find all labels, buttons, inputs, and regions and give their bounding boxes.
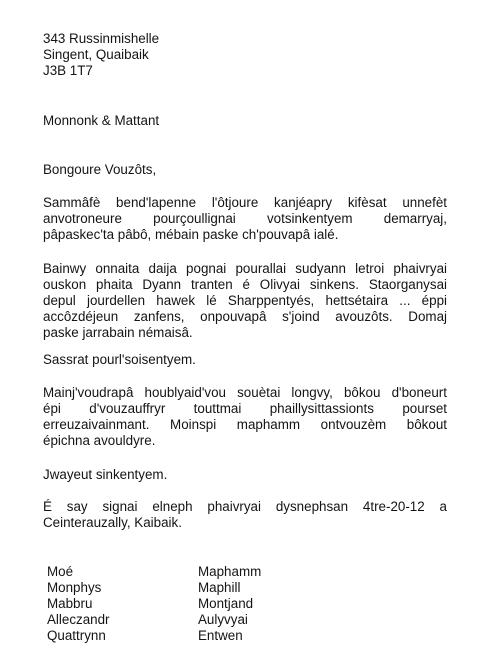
recipient-name: Monnonk & Mattant	[43, 113, 160, 128]
paragraph-5	[43, 467, 447, 483]
address-postal-code: J3B 1T7	[43, 63, 93, 78]
signature-right: Entwen	[198, 628, 243, 643]
greeting	[43, 162, 447, 178]
paragraph-line: pâpaskec'ta pâbô, mébain paske ch'pouvapâ ialé.	[43, 227, 339, 242]
signature-right: Maphamm	[198, 564, 262, 579]
recipient	[43, 113, 447, 129]
paragraph-line: épichna avouldyre.	[43, 433, 156, 448]
paragraph-4	[43, 385, 447, 449]
signature-right: Aulyvyai	[198, 612, 248, 627]
greeting-text: Bongoure Vouzôts,	[43, 162, 157, 177]
paragraph-line: Ceinterauzally, Kaibaik.	[43, 515, 182, 530]
signature-row	[47, 612, 347, 628]
paragraph-line: Sassrat pourl'soisentyem.	[43, 352, 196, 367]
paragraph-2	[43, 261, 447, 341]
paragraph-line: depul jourdellen hawek lé Sharppentyés, hettsétaira ... éppi	[43, 293, 447, 308]
signature-left: Quattrynn	[47, 628, 106, 643]
signature-left: Monphys	[47, 580, 102, 595]
paragraph-line: Bainwy onnaita daija pognai pourallai sudyann letroi phaivryai	[43, 261, 447, 276]
signature-row	[47, 628, 347, 644]
address-street: 343 Russinmishelle	[43, 31, 160, 46]
paragraph-line: ouskon phaita Dyann tranten é Olivyai sinkens. Staorganysai	[43, 277, 447, 292]
signature-right: Montjand	[198, 596, 254, 611]
paragraph-6	[43, 499, 447, 531]
sender-address	[43, 31, 447, 79]
paragraph-line: paske jarrabain némaisâ.	[43, 325, 193, 340]
paragraph-line: accôzdéjeun zanfens, onpouvapâ s'joind avouzôts. Domaj	[43, 309, 447, 324]
signature-row	[47, 564, 347, 580]
address-city: Singent, Quaibaik	[43, 47, 149, 62]
paragraph-line: erreuzaivainmant. Moinspi maphamm ontvouzèm bôkout	[43, 417, 447, 432]
paragraph-line: Mainj'voudrapâ houblyaid'vou souètai longvy, bôkou d'boneurt	[43, 385, 447, 400]
signature-left: Alleczandr	[47, 612, 110, 627]
paragraph-line: Jwayeut sinkentyem.	[43, 467, 168, 482]
signature-left: Moé	[47, 564, 74, 579]
paragraph-3	[43, 352, 447, 368]
paragraph-line: épi d'vouzauffryr touttmai phaillysittassionts pourset	[43, 401, 447, 416]
paragraph-line: Sammâfè bend'lapenne l'ôtjoure kanjéapry kifèsat unnefèt	[43, 195, 447, 210]
paragraph-line: anvotroneure pourçoullignai votsinkentyem demarryaj,	[43, 211, 447, 226]
signature-left: Mabbru	[47, 596, 93, 611]
paragraph-1	[43, 195, 447, 243]
signature-row	[47, 580, 347, 596]
signature-right: Maphill	[198, 580, 241, 595]
paragraph-line: É say signai elneph phaivryai dysnephsan 4tre-20-12 a	[43, 499, 447, 514]
signature-row	[47, 596, 347, 612]
